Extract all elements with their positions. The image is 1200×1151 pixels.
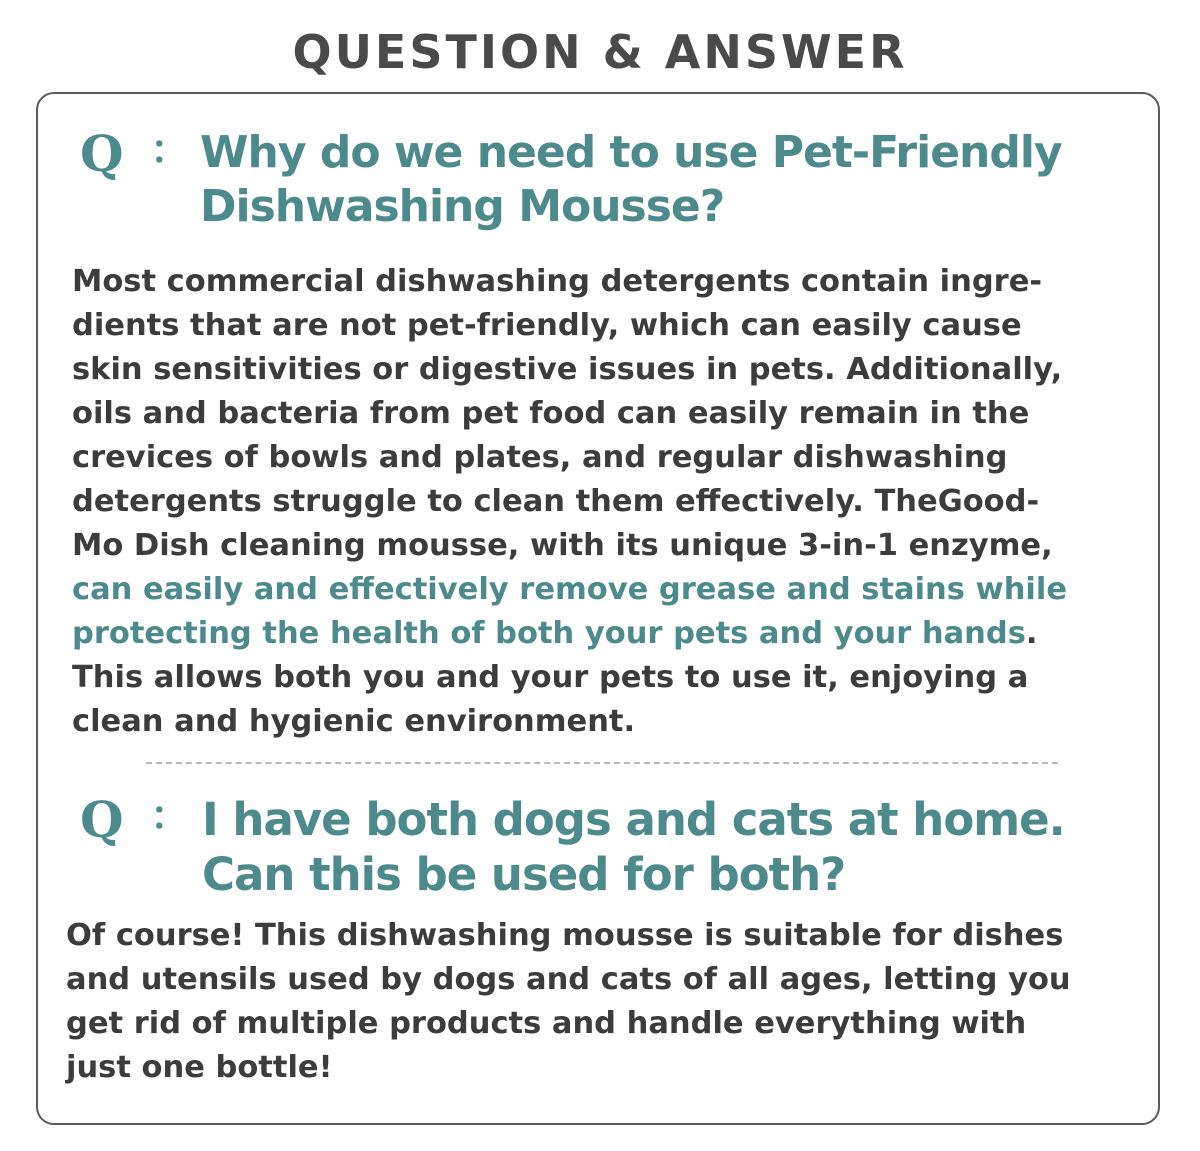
dashed-divider bbox=[146, 762, 1058, 764]
answer-1-line-1: Most commercial dishwashing detergents contain ingre- bbox=[72, 264, 1043, 299]
answer-1-line-2: dients that are not pet-friendly, which can easily cause bbox=[72, 308, 1022, 343]
answer-1-highlight-end: . bbox=[1025, 616, 1038, 651]
question-2-line-1: I have both dogs and cats at home. bbox=[202, 793, 1065, 846]
question-2-line-2: Can this be used for both? bbox=[202, 848, 846, 901]
answer-2-line-4: just one bottle! bbox=[66, 1050, 333, 1085]
question-2 bbox=[202, 792, 1065, 902]
answer-2-line-2: and utensils used by dogs and cats of all ages, letting you bbox=[66, 962, 1071, 997]
answer-1 bbox=[72, 260, 1067, 744]
answer-1-line-6: detergents struggle to clean them effectively. TheGood- bbox=[72, 484, 1040, 519]
answer-1-line-4: oils and bacteria from pet food can easily remain in the bbox=[72, 396, 1030, 431]
q-mark-2: Q bbox=[80, 790, 124, 849]
answer-1-highlight-line-2-wrap bbox=[72, 612, 1067, 656]
question-1 bbox=[200, 126, 1062, 234]
q-colon-1: ： bbox=[150, 127, 190, 173]
answer-2 bbox=[66, 914, 1071, 1090]
answer-1-tail-line-1: This allows both you and your pets to use it, enjoying a bbox=[72, 660, 1029, 695]
qa-card bbox=[36, 92, 1160, 1125]
question-1-line-1: Why do we need to use Pet-Friendly bbox=[200, 127, 1062, 178]
answer-2-line-1: Of course! This dishwashing mousse is suitable for dishes bbox=[66, 918, 1064, 953]
answer-1-highlight-line-1: can easily and effectively remove grease and stains while bbox=[72, 572, 1068, 607]
answer-1-line-5: crevices of bowls and plates, and regular dishwashing bbox=[72, 440, 1008, 475]
question-1-line-2: Dishwashing Mousse? bbox=[200, 181, 725, 232]
answer-1-line-3: skin sensitivities or digestive issues in pets. Additionally, bbox=[72, 352, 1063, 387]
answer-1-highlight-line-2: protecting the health of both your pets and your hands bbox=[72, 616, 1026, 651]
q-mark-1: Q bbox=[80, 124, 124, 183]
page-title: QUESTION & ANSWER bbox=[292, 25, 908, 79]
answer-2-line-3: get rid of multiple products and handle everything with bbox=[66, 1006, 1027, 1041]
answer-1-tail-line-2: clean and hygienic environment. bbox=[72, 704, 636, 739]
q-colon-2: ： bbox=[150, 793, 190, 839]
answer-1-line-7: Mo Dish cleaning mousse, with its unique 3-in-1 enzyme, bbox=[72, 528, 1053, 563]
